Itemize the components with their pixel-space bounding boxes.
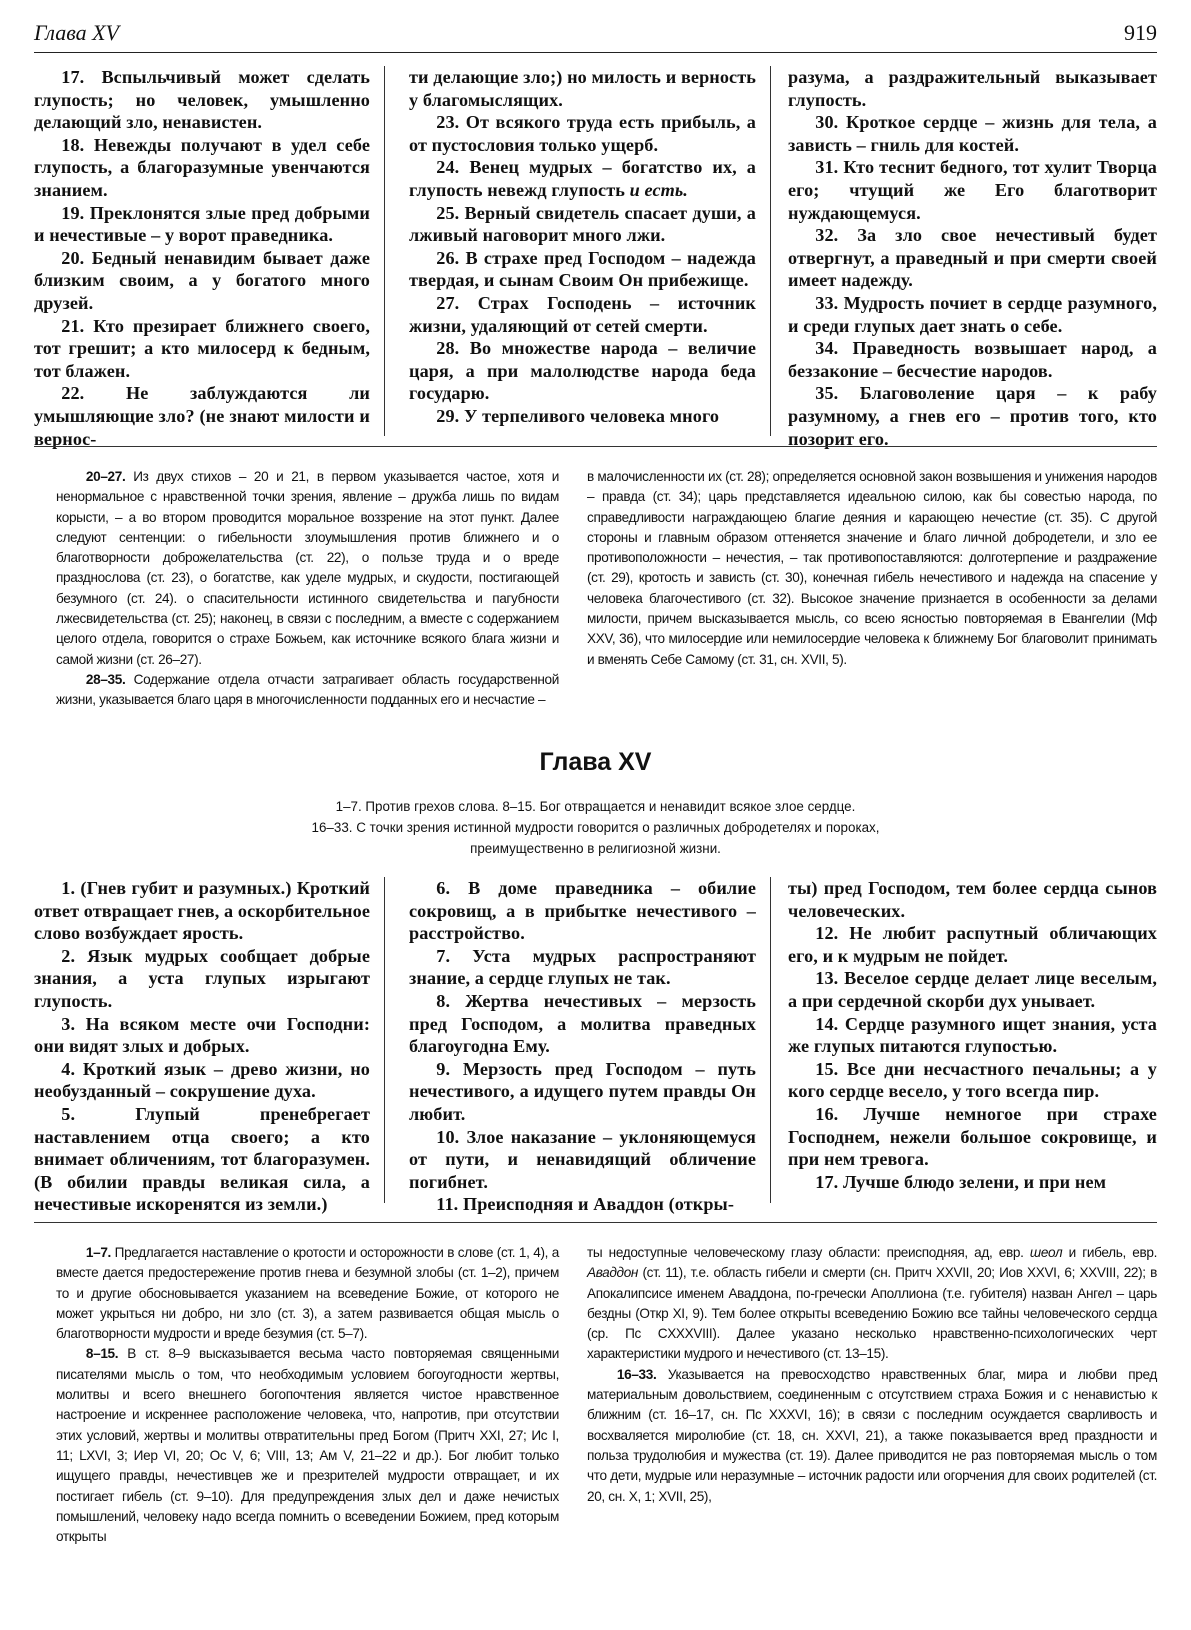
verse-text: 27. Страх Господень – источник жизни, удаляющий от сетей смерти.: [409, 292, 756, 336]
verse-paragraph: [409, 1193, 756, 1216]
commentary-column-1: [34, 1243, 559, 1620]
verse-paragraph: [409, 990, 756, 1058]
verse-paragraph: [34, 877, 370, 945]
verse-paragraph: [788, 292, 1157, 337]
verse-text: 8. Жертва нечестивых – мерзость пред Господом, а молитва праведных благоугодна Ему.: [409, 990, 756, 1057]
verse-paragraph: [34, 945, 370, 1013]
verse-text: 17. Вспыльчивый может сделать глупость; но человек, умышленно делающий зло, ненавистен.: [34, 67, 370, 133]
commentary-text: и гибель, евр.: [1062, 1245, 1157, 1260]
verse-text: 10. Злое наказание – уклоняющемуся от пути, и ненавидящий обличение погибнет.: [409, 1126, 756, 1192]
commentary-text: (ст. 11), т.е. область гибели и смерти (сн. Притч XXVII, 20; Иов XXVI, 6; XXVIII, 22); в Апокалипсисе именем Аваддона, по-гречески Аполлиона (т.е. губителя) назван Ангел – царь бездны (Откр XI, 9). Тем более открыты всеведению Божию все тайны человеческого сердца (ср. Пс CXXXVIII). Далее указано несколько нравственно-психологических черт характеристики мудрого и нечестивого (ст. 13–15).: [587, 1265, 1157, 1362]
verse-text: 16. Лучше немногое при страхе Господнем, нежели большое сокровище, и при нем тревога.: [788, 1103, 1157, 1170]
verse-paragraph: [34, 1058, 370, 1103]
verse-paragraph: [34, 134, 370, 202]
verse-paragraph: [34, 247, 370, 315]
verse-paragraph: [409, 66, 756, 111]
commentary-text: ты недоступные человеческому глазу области: преисподняя, ад, евр.: [587, 1245, 1024, 1260]
verse-paragraph: [788, 922, 1157, 967]
commentary-paragraph: [587, 1365, 1157, 1507]
verse-paragraph: [34, 1013, 370, 1058]
verse-paragraph: [788, 156, 1157, 224]
verse-paragraph: [409, 877, 756, 945]
verse-paragraph: [788, 337, 1157, 382]
bottom-verse-columns: [34, 877, 1157, 1215]
verse-text: 26. В страхе пред Господом – надежда твердая, и сынам Своим Он прибежище.: [409, 247, 756, 291]
verse-text: 12. Не любит распутный обличающих его, и к мудрым не пойдет.: [788, 923, 1157, 966]
verse-paragraph: [788, 382, 1157, 450]
verse-text: 15. Все дни несчастного печальны; а у кого сердце весело, у того всегда пир.: [788, 1058, 1157, 1102]
verse-text: 35. Благоволение царя – к рабу разумному, а гнев его – против того, кто позорит его.: [788, 383, 1157, 449]
summary-line: 1–7. Против грехов слова. 8–15. Бог отвращается и ненавидит всякое злое сердце.: [335, 799, 856, 814]
summary-line: 16–33. С точки зрения истинной мудрости говорится о различных добродетелях и пороках,: [311, 820, 880, 835]
verse-column-2: [385, 66, 770, 436]
verse-text: 28. Во множестве народа – величие царя, а при малолюдстве народа беда государю.: [409, 338, 756, 404]
verse-text: ти делающие зло;) но милость и верность у благомыслящих.: [409, 67, 756, 110]
verse-paragraph: [409, 1126, 756, 1194]
verse-text: ты) пред Господом, тем более сердца сынов человеческих.: [788, 878, 1157, 921]
commentary-ref: 28–35.: [85, 671, 126, 687]
footnote-rule: [34, 1222, 1157, 1223]
verse-paragraph: [788, 1058, 1157, 1103]
commentary-paragraph: [587, 1243, 1157, 1365]
running-chapter-title: Глава XV: [34, 20, 119, 45]
commentary-text: Указывается на превосходство нравственных благ, мира и любви пред материальным довольствием, соединенным с отсутствием страха Божия и с ненавистью к ближним (ст. 16–17, сн. Пс XXXVI, 16); в связи с последним осуждается сварливость и восхваляется миролюбие (ст. 18, сн. XXVI, 21), а также показывается вред праздности и польза трудолюбия и мужества (ст. 19). Далее приводится не раз повторяемая мысль о том что дети, мудрые или неразумные – источник радости или огорчения для своих родителей (ст. 20, сн. X, 1; XVII, 25),: [587, 1366, 1157, 1504]
commentary-ref: 8–15.: [85, 1346, 119, 1362]
chapter-summary: [200, 796, 991, 859]
verse-text: 24. Венец мудрых – богатство их, а глупость невежд глупость: [409, 157, 756, 200]
verse-text: 33. Мудрость почиет в сердце разумного, и среди глупых дает знать о себе.: [788, 292, 1157, 336]
verse-paragraph: [409, 337, 756, 405]
chapter-heading: Глава XV: [539, 748, 652, 776]
verse-column-3: [771, 66, 1157, 449]
verse-text: 13. Веселое сердце делает лице веселым, а при сердечной скорби дух унывает.: [788, 968, 1157, 1011]
commentary-paragraph: [56, 1344, 559, 1547]
verse-text: 11. Преисподняя и Аваддон (откры-: [436, 1194, 735, 1215]
verse-paragraph: [788, 967, 1157, 1012]
verse-text: 31. Кто теснит бедного, тот хулит Творца его; чтущий же Его благотворит нуждающемуся.: [788, 157, 1157, 223]
verse-paragraph: [788, 1103, 1157, 1171]
verse-column-3: [771, 877, 1157, 1203]
verse-paragraph: [34, 1103, 370, 1216]
verse-text: 29. У терпеливого человека много: [436, 405, 720, 426]
verse-italic-text: и есть.: [629, 179, 688, 200]
verse-text: 6. В доме праведника – обилие сокровищ, а в прибытке нечестивого – расстройство.: [409, 878, 756, 944]
verse-text: 21. Кто презирает ближнего своего, тот грешит; а кто милосерд к бедным, тот блажен.: [34, 315, 370, 381]
top-commentary-columns: [34, 467, 1157, 717]
commentary-paragraph: [56, 467, 559, 670]
verse-paragraph: [409, 202, 756, 247]
commentary-ref: 1–7.: [85, 1245, 111, 1260]
verse-text: 1. (Гнев губит и разумных.) Кроткий ответ отвращает гнев, а оскорбительное слово возбуждает ярость.: [34, 878, 370, 944]
verse-paragraph: [34, 315, 370, 383]
verse-text: 3. На всяком месте очи Господни: они видят злых и добрых.: [34, 1013, 370, 1057]
verse-paragraph: [409, 247, 756, 292]
verse-paragraph: [409, 1058, 756, 1126]
verse-column-2: [385, 877, 770, 1215]
verse-paragraph: [34, 66, 370, 134]
commentary-italic: шеол: [1029, 1245, 1063, 1260]
commentary-ref: 20–27.: [85, 469, 126, 484]
verse-text: 22. Не заблуждаются ли умышляющие зло? (не знают милости и вернос-: [34, 383, 370, 449]
verse-text: 23. От всякого труда есть прибыль, а от пустословия только ущерб.: [409, 112, 756, 155]
verse-text: 34. Праведность возвышает народ, а беззаконие – бесчестие народов.: [788, 338, 1157, 381]
commentary-italic: Аваддон: [587, 1265, 639, 1281]
verse-text: 4. Кроткий язык – древо жизни, но необузданный – сокрушение духа.: [34, 1058, 370, 1102]
verse-text: 14. Сердце разумного ищет знания, уста же глупых питаются глупостью.: [788, 1013, 1157, 1057]
commentary-text: Из двух стихов – 20 и 21, в первом указывается частое, хотя и ненормальное с нравственной точки зрения, явление – дружба лишь по видам корысти, – а во втором проводится моральное воззрение на этот пункт. Далее следуют сентенции: о гибельности злоумышления против ближнего и о благотворности доброжелательства (ст. 22), о пользе труда и о вреде празднослова (ст. 23), о богатстве, как уделе мудрых, и скудости, постигающей безумного (ст. 24). о спасительности истинного свидетельства и пагубности лжесвидетельства (ст. 25); наконец, в связи с последним, а вместе с содержанием целого отдела, говорится о страхе Божьем, как источнике всякого блага жизни и самой жизни (ст. 26–27).: [56, 469, 559, 667]
verse-paragraph: [788, 66, 1157, 111]
verse-text: 7. Уста мудрых распространяют знание, а сердце глупых не так.: [409, 945, 756, 989]
commentary-ref: 16–33.: [616, 1366, 657, 1382]
footnote-rule: [34, 446, 1157, 447]
top-verse-columns: [34, 66, 1157, 449]
verse-column-1: [34, 66, 384, 449]
verse-paragraph: [788, 1013, 1157, 1058]
verse-text: 20. Бедный ненавидим бывает даже близким своим, а у богатого много друзей.: [34, 247, 370, 313]
commentary-text: Содержание отдела отчасти затрагивает область государственной жизни, указывается благо царя в многочисленности подданных его и несчастие –: [56, 671, 559, 708]
page-number: 919: [1124, 20, 1157, 45]
verse-paragraph: [788, 1171, 1157, 1194]
verse-text: разума, а раздражительный выказывает глупость.: [788, 67, 1157, 110]
commentary-text: В ст. 8–9 высказывается весьма часто повторяемая священными писателями мысль о том, что необходимым условием богоугодности жертвы, молитвы и всего внешнего богопочтения является чистое нравственное настроение и искреннее расположение человека, что, напротив, при отсутствии этих условий, жертвы и молитвы отвратительны пред Богом (Притч XXI, 27; Ис I, 11; LXVI, 3; Иер VI, 20; Ос V, 6; VIII, 13; Ам V, 21–22 и др.). Бог любит только ищущего правды, нечестивцев же и презрителей мудрости отвращает, и их постигает гибель (ст. 9–10). Для предупреждения злых дел и даже нечистых помышлений, человеку надо всегда помнить о всеведении Божием, пред которым открыты: [56, 1346, 559, 1545]
verse-paragraph: [788, 877, 1157, 922]
verse-paragraph: [409, 405, 756, 428]
commentary-column-2: [559, 467, 1157, 717]
verse-paragraph: [788, 224, 1157, 292]
verse-paragraph: [34, 202, 370, 247]
verse-text: 19. Преклонятся злые пред добрыми и нечестивые – у ворот праведника.: [34, 202, 370, 246]
verse-paragraph: [788, 111, 1157, 156]
verse-column-1: [34, 877, 384, 1215]
verse-paragraph: [34, 382, 370, 450]
summary-line: преимущественно в религиозной жизни.: [470, 841, 721, 856]
commentary-paragraph: [56, 670, 559, 711]
commentary-text: Предлагается наставление о кротости и осторожности в слове (ст. 1, 4), а вместе дается предостережение против гнева и безумной злобы (ст. 1–2), причем то и другие обосновывается указанием на всеведение Божие, от которого не может укрыться ни добро, ни зло (ст. 3), а затем развивается общая мысль о благотворности мудрости и вреде безумия (ст. 5–7).: [56, 1245, 559, 1342]
verse-text: 32. За зло свое нечестивый будет отвергнут, а праведный и при смерти своей имеет надежду.: [788, 225, 1157, 291]
commentary-column-2: [559, 1243, 1157, 1620]
commentary-text: в малочисленности их (ст. 28); определяется основной закон возвышения и унижения народов – правда (ст. 34); царь представляется идеальною силою, как бы совестью народа, по справедливости награждающею благие деяния и карающею нечестие (ст. 35). С другой стороны и главным образом оттеняется значение и благо личной добродетели, и зло ее противоположности – нечестия, – так противопоставляются: долготерпение и раздражение (ст. 29), кротость и зависть (ст. 30), конечная гибель нечестивого и надежда на спасение у человека благочестивого (ст. 32). Высокое значение признается в особенности за делами милости, причем высказывается мысль, со всею ясностью повторяемая в Евангелии (Мф XXV, 36), что милосердие или немилосердие человека к ближнему Бог благоволит принимать и вменять Себе Самому (ст. 31, сн. XVII, 5).: [587, 469, 1157, 667]
verse-text: 2. Язык мудрых сообщает добрые знания, а уста глупых изрыгают глупость.: [34, 945, 370, 1011]
verse-text: 17. Лучше блюдо зелени, и при нем: [815, 1171, 1107, 1192]
running-header: [34, 18, 1157, 53]
commentary-paragraph: [56, 1243, 559, 1344]
verse-text: 25. Верный свидетель спасает души, а лживый наговорит много лжи.: [409, 202, 756, 246]
verse-paragraph: [409, 111, 756, 156]
bottom-commentary-columns: [34, 1243, 1157, 1620]
verse-text: 18. Невежды получают в удел себе глупость, а благоразумные увенчаются знанием.: [34, 134, 370, 200]
verse-text: 9. Мерзость пред Господом – путь нечестивого, а идущего путем правды Он любит.: [409, 1058, 756, 1124]
commentary-column-1: [34, 467, 559, 717]
commentary-paragraph: [587, 467, 1157, 670]
verse-paragraph: [409, 945, 756, 990]
verse-text: 30. Кроткое сердце – жизнь для тела, а зависть – гниль для костей.: [788, 112, 1157, 155]
verse-paragraph: [409, 292, 756, 337]
verse-text: 5. Глупый пренебрегает наставлением отца своего; а кто внимает обличениям, тот благоразумен. (В обилии правды великая сила, а нечестивые искоренятся из земли.): [34, 1103, 370, 1215]
verse-paragraph: [409, 156, 756, 201]
